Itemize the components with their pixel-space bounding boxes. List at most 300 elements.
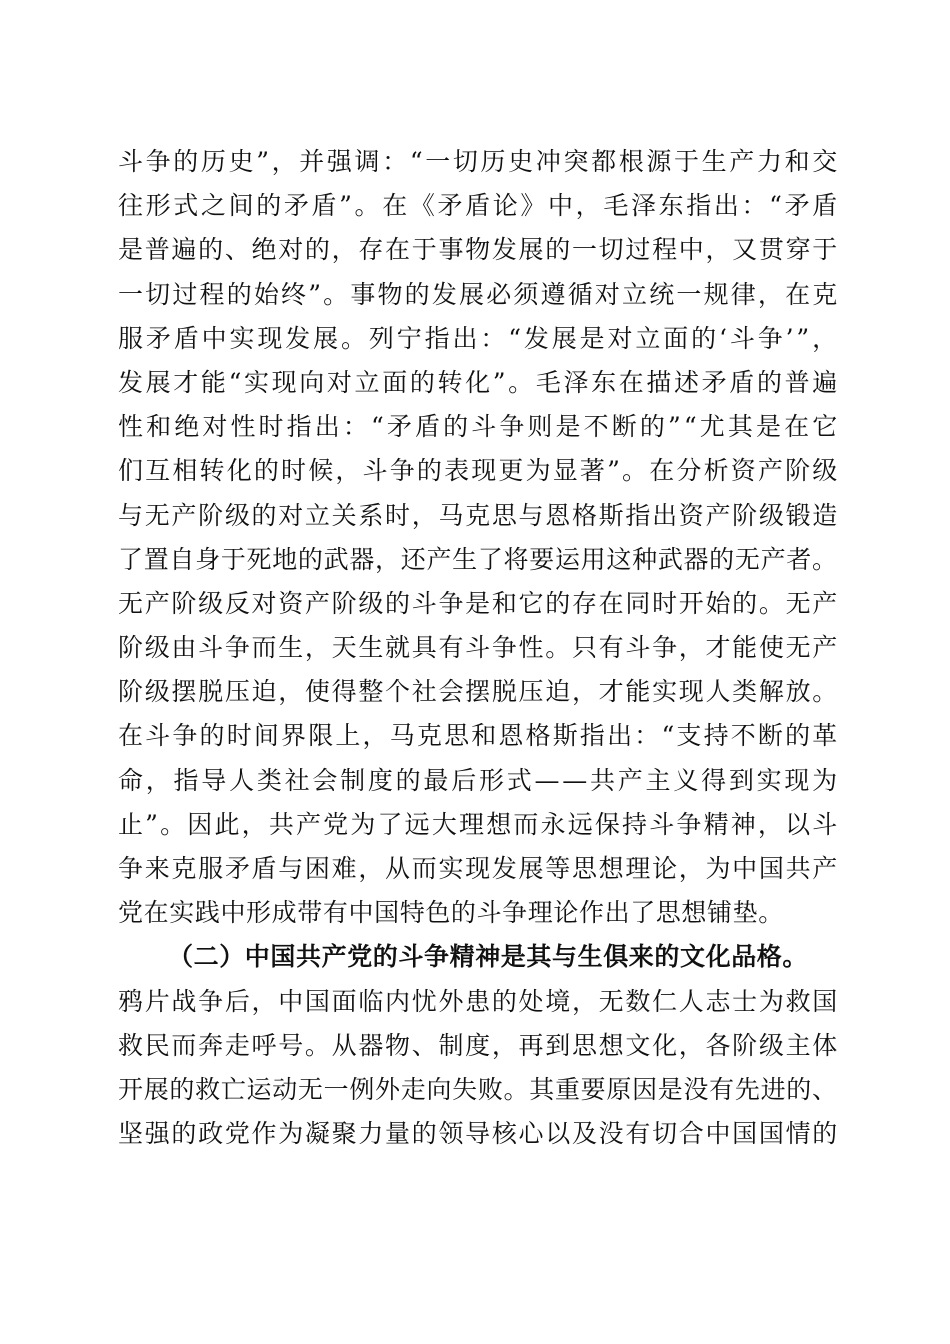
text-char: 斗	[465, 633, 491, 663]
text-char: 失	[452, 1074, 478, 1104]
text-char: 它	[812, 412, 838, 442]
text-char: 救	[195, 1074, 221, 1104]
text-char: ，	[331, 235, 358, 265]
text-char: 性	[230, 412, 257, 442]
text-char: 断	[611, 412, 638, 442]
text-char: 大	[431, 809, 458, 839]
text-char: 产	[729, 147, 755, 176]
text-char: 源	[646, 147, 672, 176]
text-char: 神	[730, 809, 757, 839]
text-char: 境	[545, 986, 571, 1016]
text-char: ：	[382, 147, 408, 176]
text-char: 仁	[652, 986, 678, 1016]
text-char: 实	[438, 854, 465, 883]
text-char: 史	[508, 147, 534, 176]
text-char: ，	[271, 147, 298, 176]
text-char: 时	[258, 412, 285, 442]
text-char: 垫	[732, 898, 759, 928]
text-char: 对	[278, 235, 304, 265]
text-char: 国	[732, 1119, 758, 1149]
text-char: 及	[571, 1119, 598, 1149]
text-char: 冲	[535, 147, 562, 176]
text-char: 没	[598, 1119, 625, 1149]
text-char: 摆	[465, 677, 491, 707]
text-char: 人	[705, 677, 732, 707]
text-char: 产	[812, 854, 838, 883]
text-char: 。	[545, 633, 571, 663]
text-char: ，	[571, 677, 598, 707]
text-char: 产	[617, 765, 644, 795]
text-char: 要	[529, 544, 555, 574]
text-char: 一	[425, 147, 451, 176]
text-char: 文	[625, 1030, 651, 1060]
text-char: 断	[757, 721, 784, 751]
text-char: ，	[251, 986, 278, 1016]
text-char: 武	[323, 544, 350, 574]
text-char: 并	[299, 147, 325, 176]
text-char: 时	[281, 456, 307, 486]
text-char: 产	[426, 544, 453, 574]
text-char: 共	[268, 809, 295, 839]
text-char: 外	[375, 1074, 401, 1104]
text-char: 思	[655, 898, 682, 928]
text-char: 特	[399, 898, 426, 928]
text-char: 这	[606, 544, 632, 574]
text-char: 为	[525, 456, 552, 486]
text-char: 。	[758, 588, 785, 618]
text-char: “	[409, 147, 424, 176]
text-char: 支	[676, 721, 702, 751]
text-char: 内	[385, 986, 411, 1016]
text-char: 产	[812, 588, 838, 618]
text-char: ，	[678, 1030, 705, 1060]
text-char: 度	[367, 765, 394, 795]
text-char: 强	[144, 1119, 171, 1149]
text-char: 始	[705, 588, 732, 618]
text-char: 为	[758, 986, 785, 1016]
text-char: 著	[579, 456, 606, 486]
text-char: 强	[326, 147, 353, 176]
text-char: 先	[734, 1074, 761, 1104]
text-char: ，	[375, 544, 401, 574]
text-char: 后	[224, 986, 251, 1016]
text-char: 的	[253, 456, 280, 486]
text-char: 现	[471, 456, 497, 486]
text-char: 又	[732, 235, 758, 265]
text-char: 共	[590, 765, 616, 795]
text-char: 展	[143, 1074, 170, 1104]
text-char: 一	[118, 279, 144, 309]
text-char: “	[683, 412, 698, 442]
text-char: 是	[465, 588, 491, 618]
text-char: 得	[331, 677, 358, 707]
text-char: 有	[438, 633, 465, 663]
text-char: 间	[228, 191, 255, 221]
text-char: 和	[784, 147, 811, 176]
text-char: 在	[118, 721, 144, 751]
text-char: 身	[195, 544, 221, 574]
text-char: 穿	[785, 235, 812, 265]
text-char: 毛	[603, 191, 629, 221]
text-char: 产	[705, 500, 732, 530]
text-char: 和	[491, 588, 518, 618]
text-char: 对	[251, 588, 278, 618]
text-char: 迫	[545, 677, 571, 707]
text-char: “	[370, 412, 385, 442]
text-char: 与	[518, 500, 545, 530]
text-char: 东	[658, 191, 685, 221]
text-char: 的	[385, 588, 411, 618]
text-char: 。	[758, 898, 784, 928]
text-char: 列	[368, 323, 395, 353]
text-char: 面	[663, 323, 689, 353]
text-char: 立	[635, 323, 662, 353]
text-char: 泽	[563, 367, 590, 397]
paragraph-line	[118, 670, 838, 714]
text-char: 再	[518, 1030, 545, 1060]
text-char: 制	[340, 765, 366, 795]
text-char: 争	[118, 854, 144, 883]
text-char: 实	[243, 367, 270, 397]
text-char: 出	[452, 323, 479, 353]
text-char: ”	[339, 191, 353, 221]
text-char: 事	[438, 235, 465, 265]
text-char: 此	[214, 809, 241, 839]
text-char: 事	[350, 279, 376, 309]
text-char: 想	[486, 809, 512, 839]
text-char: 中	[705, 1119, 732, 1149]
text-char: 救	[118, 1030, 144, 1060]
text-char: 地	[272, 544, 298, 574]
text-char: 数	[625, 986, 651, 1016]
text-char: ，	[575, 191, 602, 221]
paragraph-line	[118, 1112, 838, 1156]
text-char: 必	[486, 279, 512, 309]
text-char: 的	[256, 191, 282, 221]
text-char: 的	[226, 279, 253, 309]
text-char: 斯	[552, 721, 579, 751]
text-char: 斗	[649, 809, 675, 839]
text-char: 运	[554, 544, 581, 574]
text-char: 原	[606, 1074, 632, 1104]
text-char: 无	[297, 1074, 324, 1104]
text-char: 将	[503, 544, 530, 574]
heading-indent	[118, 935, 168, 979]
paragraph-line	[118, 759, 838, 803]
text-char: 产	[760, 544, 787, 574]
text-char: 出	[607, 721, 633, 751]
text-char: 对	[202, 412, 228, 442]
text-char: 级	[812, 456, 838, 486]
text-char: 于	[674, 147, 700, 176]
text-char: 则	[527, 412, 554, 442]
text-char: 争	[757, 323, 784, 353]
text-char: 格	[571, 500, 598, 530]
text-char: 它	[518, 588, 545, 618]
text-char: 级	[144, 633, 171, 663]
text-char: 动	[272, 1074, 298, 1104]
text-char: “	[508, 323, 522, 353]
text-char: 争	[438, 588, 465, 618]
text-char: 式	[506, 765, 533, 795]
text-char: 器	[358, 1030, 384, 1060]
text-char: 毛	[535, 367, 562, 397]
text-char: 展	[459, 279, 485, 309]
text-char: 患	[465, 986, 491, 1016]
text-char: 克	[416, 721, 443, 751]
text-char: 。	[323, 279, 349, 309]
text-char: 党	[118, 898, 144, 928]
text-char: 亡	[220, 1074, 247, 1104]
text-char: 是	[657, 1074, 684, 1104]
text-char: 始	[253, 279, 280, 309]
text-char: 。	[622, 456, 648, 486]
text-char: 出	[652, 500, 678, 530]
text-char: 矛	[701, 367, 728, 397]
text-char: 制	[438, 1030, 465, 1060]
text-char: 在	[598, 588, 625, 618]
text-char: 盾	[251, 854, 278, 883]
text-char: 矛	[784, 191, 811, 221]
text-char: 的	[198, 235, 224, 265]
text-char: ，	[278, 677, 304, 707]
text-char: 于	[411, 235, 438, 265]
text-char: 争	[491, 633, 518, 663]
text-char: 的	[450, 898, 477, 928]
text-char: 是	[755, 412, 782, 442]
text-char: 级	[758, 500, 785, 530]
text-char: 例	[349, 1074, 375, 1104]
text-char: 克	[171, 854, 198, 883]
text-char: 斗	[471, 412, 497, 442]
text-char: 盾	[729, 367, 755, 397]
text-char: 争	[145, 147, 172, 176]
text-char: 导	[465, 1119, 491, 1149]
text-char: 的	[732, 588, 758, 618]
text-char: 会	[312, 765, 338, 795]
text-char: 脱	[491, 677, 518, 707]
text-char: 和	[471, 721, 497, 751]
text-char: 程	[199, 279, 226, 309]
text-char: 凝	[304, 1119, 331, 1149]
text-char: 贯	[758, 235, 785, 265]
text-char: 片	[144, 986, 171, 1016]
text-char: 号	[278, 1030, 304, 1060]
text-char: ，	[362, 721, 389, 751]
text-char: 远	[404, 809, 431, 839]
text-char: 争	[676, 809, 702, 839]
text-char: 矛	[224, 854, 251, 883]
text-char: 。	[354, 191, 381, 221]
text-char: 、	[224, 235, 251, 265]
text-char: ，	[491, 1030, 518, 1060]
text-char: 要	[580, 1074, 607, 1104]
text-char: 用	[580, 544, 607, 574]
section-heading-text: （二）中国共产党的斗争精神是其与生俱来的文化品格。	[168, 942, 809, 972]
text-char: 历	[480, 147, 507, 176]
text-char: 马	[438, 500, 465, 530]
text-char: 自	[169, 544, 196, 574]
text-char: 产	[757, 456, 784, 486]
text-char: ”	[667, 412, 682, 442]
text-char: 带	[297, 898, 323, 928]
text-char: 类	[256, 765, 283, 795]
text-char: 的	[395, 765, 422, 795]
text-char: 级	[758, 1030, 785, 1060]
text-char: 保	[594, 809, 621, 839]
text-char: ：	[634, 721, 660, 751]
text-char: 指	[686, 191, 712, 221]
text-char: 能	[625, 677, 651, 707]
text-char: 在	[385, 235, 411, 265]
text-char: 党	[323, 809, 349, 839]
text-char: 人	[678, 986, 705, 1016]
text-char: ：	[741, 191, 768, 221]
text-char: 于	[220, 544, 247, 574]
text-char: ”	[607, 456, 621, 486]
text-char: 级	[144, 677, 171, 707]
text-char: 的	[756, 367, 783, 397]
text-char: 走	[400, 1074, 427, 1104]
text-char: 转	[437, 367, 464, 397]
text-char: 持	[622, 809, 648, 839]
text-char: 发	[285, 323, 311, 353]
text-char: 界	[281, 721, 307, 751]
text-char: 的	[786, 1074, 812, 1104]
text-char: 难	[331, 854, 358, 883]
paragraph-line	[118, 405, 838, 449]
text-char: 描	[646, 367, 672, 397]
text-char: ，	[812, 323, 838, 353]
text-char: ，	[757, 279, 784, 309]
text-char: 社	[284, 765, 311, 795]
text-char: 。	[503, 1074, 530, 1104]
text-char: 思	[571, 854, 598, 883]
text-char: 革	[812, 721, 838, 751]
text-char: 因	[187, 809, 213, 839]
text-char: 想	[598, 854, 625, 883]
text-char: 中	[278, 986, 304, 1016]
text-char: 论	[652, 854, 678, 883]
text-char: 争	[389, 456, 416, 486]
text-char: ，	[145, 765, 172, 795]
text-char: 社	[411, 677, 438, 707]
text-char: 的	[173, 147, 199, 176]
text-char: 生	[701, 147, 728, 176]
text-char: 发	[523, 323, 550, 353]
text-char: 反	[224, 588, 251, 618]
text-char: 压	[224, 677, 251, 707]
text-char: 中	[220, 898, 247, 928]
text-char: 的	[691, 323, 717, 353]
text-char: 斗	[411, 588, 438, 618]
text-char: 因	[632, 1074, 658, 1104]
text-char: 的	[411, 1119, 438, 1149]
text-char: 力	[756, 147, 783, 176]
text-char: 》	[520, 191, 546, 221]
text-char: 理	[527, 898, 554, 928]
text-char: 和	[146, 412, 172, 442]
paragraph-line	[118, 449, 838, 493]
text-char: 产	[295, 809, 322, 839]
text-char: 困	[304, 854, 331, 883]
text-char: 现	[271, 367, 298, 397]
text-char: 的	[251, 500, 278, 530]
text-char: 器	[683, 544, 710, 574]
text-char: 阶	[732, 500, 758, 530]
text-char: 限	[308, 721, 334, 751]
text-char: 死	[246, 544, 273, 574]
text-char: 论	[553, 898, 579, 928]
text-char: 思	[571, 1030, 598, 1060]
paragraph-line	[118, 847, 838, 891]
text-char: 在	[785, 279, 811, 309]
text-char: 终	[281, 279, 307, 309]
text-char: ，	[241, 809, 268, 839]
text-char: ”	[492, 367, 507, 397]
text-char: 各	[705, 1030, 732, 1060]
text-char: 重	[554, 1074, 581, 1104]
text-char: 了	[477, 544, 504, 574]
text-char: 想	[681, 898, 708, 928]
text-char: 现	[257, 323, 283, 353]
text-char: 绝	[174, 412, 200, 442]
text-char: 迫	[251, 677, 278, 707]
paragraph-line	[118, 803, 838, 847]
text-char: 会	[438, 677, 465, 707]
text-char: 党	[224, 1119, 251, 1149]
text-char: 资	[678, 500, 705, 530]
text-char: 的	[169, 1074, 196, 1104]
text-char: 败	[477, 1074, 504, 1104]
text-char: 《	[409, 191, 436, 221]
text-char: 盾	[465, 191, 491, 221]
text-char: 争	[198, 986, 224, 1016]
text-char: 现	[784, 765, 810, 795]
text-char: 导	[201, 765, 227, 795]
text-char: 表	[444, 456, 470, 486]
text-char: 历	[200, 147, 227, 176]
text-char: 论	[492, 191, 519, 221]
text-char: 中	[201, 323, 228, 353]
text-char: 转	[199, 456, 226, 486]
paragraph-line	[118, 273, 838, 317]
text-char: 。	[160, 809, 186, 839]
text-char: 无	[785, 633, 812, 663]
text-char: 器	[349, 544, 375, 574]
text-char: 情	[785, 1119, 812, 1149]
text-char: 面	[382, 367, 408, 397]
text-char: 中	[548, 191, 574, 221]
paragraph-line	[118, 891, 838, 935]
text-char: 无	[598, 986, 625, 1016]
text-char: 阶	[198, 500, 224, 530]
text-char: 程	[652, 235, 678, 265]
text-char: 天	[331, 633, 358, 663]
text-char: 矛	[283, 191, 310, 221]
text-char: 矛	[386, 412, 413, 442]
text-char: 矛	[437, 191, 464, 221]
text-char: 合	[678, 1119, 705, 1149]
text-char: 存	[571, 588, 598, 618]
text-char: 命	[118, 765, 144, 795]
text-char: 能	[732, 633, 758, 663]
text-char: 相	[172, 456, 198, 486]
text-char: 绝	[251, 235, 278, 265]
text-char: 物	[385, 1030, 411, 1060]
text-char: ，	[571, 986, 598, 1016]
text-char: 盾	[173, 323, 200, 353]
